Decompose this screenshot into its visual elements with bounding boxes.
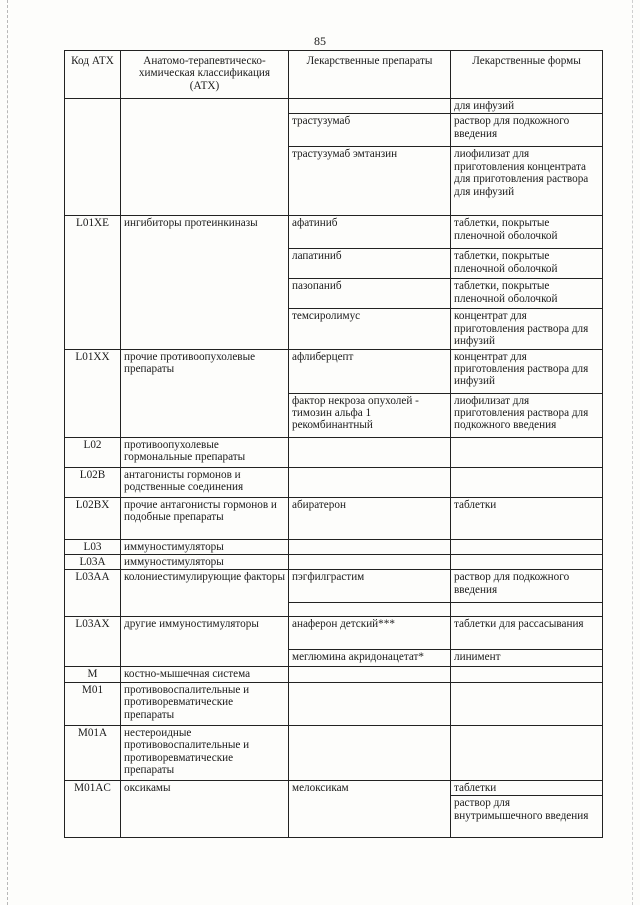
- drug-cell: [289, 539, 451, 554]
- form-cell: для инфузий: [451, 99, 603, 114]
- table-row: [65, 216, 603, 249]
- drug-cell: анаферон детский***: [289, 617, 451, 650]
- code-cell: L01XX: [65, 349, 121, 437]
- form-cell: лиофилизат для приготовления раствора для подкожного введения: [451, 393, 603, 437]
- drug-cell: [289, 725, 451, 780]
- code-cell: L03AX: [65, 617, 121, 667]
- header-classification: Анатомо-терапевтическо-химическая классификация (АТХ): [121, 51, 289, 99]
- table-row: [65, 667, 603, 682]
- drug-cell: темсиролимус: [289, 309, 451, 349]
- drug-cell: пазопаниб: [289, 279, 451, 309]
- code-cell: L02BX: [65, 497, 121, 539]
- class-cell: другие иммуностимуляторы: [121, 617, 289, 667]
- form-cell: [451, 682, 603, 725]
- form-cell: линимент: [451, 650, 603, 667]
- code-cell: M01: [65, 682, 121, 725]
- drug-classification-table: [64, 50, 603, 838]
- class-cell: иммуностимуляторы: [121, 539, 289, 554]
- class-cell: [121, 99, 289, 216]
- form-cell: таблетки, покрытые пленочной оболочкой: [451, 216, 603, 249]
- table-row: [65, 467, 603, 497]
- drug-cell: лапатиниб: [289, 249, 451, 279]
- form-cell: [451, 555, 603, 570]
- table-row: [65, 617, 603, 650]
- drug-cell: пэгфилграстим: [289, 570, 451, 603]
- class-cell: ингибиторы протеинкиназы: [121, 216, 289, 349]
- class-cell: колониестимулирующие факторы: [121, 570, 289, 617]
- class-cell: иммуностимуляторы: [121, 555, 289, 570]
- code-cell: M: [65, 667, 121, 682]
- form-cell: [451, 467, 603, 497]
- drug-cell: [289, 682, 451, 725]
- form-cell: таблетки: [451, 780, 603, 795]
- header-drugs: Лекарственные препараты: [289, 51, 451, 99]
- form-cell: концентрат для приготовления раствора для инфузий: [451, 309, 603, 349]
- class-cell: костно-мышечная система: [121, 667, 289, 682]
- form-cell: [451, 539, 603, 554]
- drug-cell: афлиберцепт: [289, 349, 451, 393]
- code-cell: L03: [65, 539, 121, 554]
- class-cell: прочие антагонисты гормонов и подобные препараты: [121, 497, 289, 539]
- code-cell: L03AA: [65, 570, 121, 617]
- drug-cell: [289, 667, 451, 682]
- table-row: [65, 725, 603, 780]
- table-row: [65, 539, 603, 554]
- form-cell: таблетки для рассасывания: [451, 617, 603, 650]
- class-cell: нестероидные противовоспалительные и противоревматические препараты: [121, 725, 289, 780]
- table-row: [65, 570, 603, 603]
- drug-cell: мелоксикам: [289, 780, 451, 837]
- form-cell: таблетки, покрытые пленочной оболочкой: [451, 249, 603, 279]
- form-cell: раствор для подкожного введения: [451, 570, 603, 603]
- form-cell: таблетки, покрытые пленочной оболочкой: [451, 279, 603, 309]
- class-cell: противовоспалительные и противоревматические препараты: [121, 682, 289, 725]
- drug-cell: абиратерон: [289, 497, 451, 539]
- drug-cell: трастузумаб: [289, 114, 451, 147]
- code-cell: M01A: [65, 725, 121, 780]
- drug-cell: [289, 555, 451, 570]
- table-row: [65, 682, 603, 725]
- table-row: [65, 780, 603, 795]
- form-cell: лиофилизат для приготовления концентрата для приготовления раствора для инфузий: [451, 147, 603, 216]
- page-number: 85: [314, 34, 326, 48]
- drug-cell: афатиниб: [289, 216, 451, 249]
- drug-cell: [289, 99, 451, 114]
- table-row: [65, 99, 603, 114]
- form-cell: раствор для внутримышечного введения: [451, 796, 603, 838]
- drug-cell: [289, 603, 451, 617]
- drug-cell: трастузумаб эмтанзин: [289, 147, 451, 216]
- form-cell: раствор для подкожного введения: [451, 114, 603, 147]
- drug-cell: фактор некроза опухолей - тимозин альфа 1 рекомбинантный: [289, 393, 451, 437]
- class-cell: противоопухолевые гормональные препараты: [121, 437, 289, 467]
- class-cell: прочие противоопухолевые препараты: [121, 349, 289, 437]
- code-cell: L02: [65, 437, 121, 467]
- scan-edge-right: [632, 0, 635, 905]
- form-cell: [451, 603, 603, 617]
- code-cell: [65, 99, 121, 216]
- class-cell: оксикамы: [121, 780, 289, 837]
- code-cell: L03A: [65, 555, 121, 570]
- class-cell: антагонисты гормонов и родственные соединения: [121, 467, 289, 497]
- code-cell: L02B: [65, 467, 121, 497]
- table-row: [65, 349, 603, 393]
- code-cell: L01XE: [65, 216, 121, 349]
- drug-cell: [289, 437, 451, 467]
- table-row: [65, 555, 603, 570]
- table-row: [65, 437, 603, 467]
- scan-edge-left: [7, 0, 10, 905]
- form-cell: [451, 437, 603, 467]
- form-cell: [451, 667, 603, 682]
- table-row: [65, 497, 603, 539]
- header-code: Код АТХ: [65, 51, 121, 99]
- code-cell: M01AC: [65, 780, 121, 837]
- table-header-row: [65, 51, 603, 99]
- form-cell: концентрат для приготовления раствора для инфузий: [451, 349, 603, 393]
- form-cell: [451, 725, 603, 780]
- drug-cell: [289, 467, 451, 497]
- header-forms: Лекарственные формы: [451, 51, 603, 99]
- drug-cell: меглюмина акридонацетат*: [289, 650, 451, 667]
- form-cell: таблетки: [451, 497, 603, 539]
